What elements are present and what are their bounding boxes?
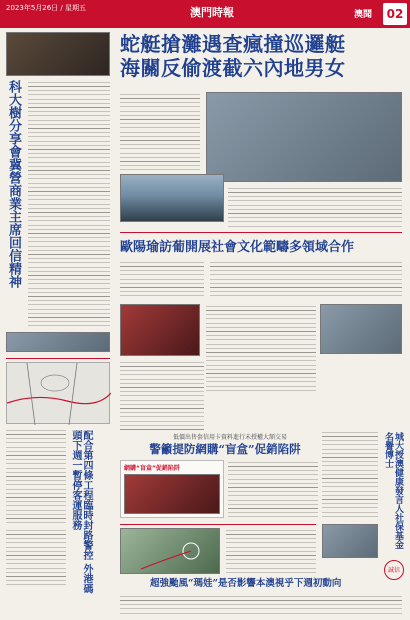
typhoon-story-body xyxy=(120,594,402,616)
left-divider xyxy=(6,358,110,359)
ferry-terminal-map xyxy=(6,362,110,424)
credit-headline: 警籲提防網購“盲盒”促銷陷阱 xyxy=(149,442,301,456)
typhoon-track-icon xyxy=(121,529,221,575)
middle-story-body xyxy=(210,260,402,300)
seminar-photo xyxy=(6,32,110,76)
main-story-lead xyxy=(120,92,200,170)
left-bottom-headline: 配合第四條工程臨時封路警控 外港碼頭下週一暫停客運服務 xyxy=(70,430,92,594)
newspaper-logo: 澳門時報 xyxy=(190,6,234,19)
left-bottom-body xyxy=(6,428,66,524)
middle-story-column1 xyxy=(120,360,204,430)
delegation-photo xyxy=(320,304,402,354)
bottom-divider xyxy=(120,524,316,525)
middle-story-lead xyxy=(120,260,204,300)
section-divider xyxy=(120,232,402,233)
customs-officers-photo xyxy=(206,92,402,182)
blindbox-ad-image xyxy=(124,474,220,514)
middle-headline: 歐陽瑜訪葡開展社會文化範疇多領域合作 xyxy=(120,240,355,255)
typhoon-headline: 超強颱風“瑪娃”是否影響本澳視乎下週初動向 xyxy=(150,578,342,589)
right-story-headline: 城大授澳健康發言人社保基金名譽博士 xyxy=(383,432,403,549)
main-headline-line2: 海關反偷渡截六內地男女 xyxy=(120,56,346,80)
blindbox-ad-title: 網購“盲盒”促銷陷阱 xyxy=(124,465,180,472)
signing-ceremony-photo xyxy=(120,304,200,356)
left-bottom-body-2 xyxy=(6,528,66,588)
credit-story-body xyxy=(228,460,318,520)
seal-icon: 誠信 xyxy=(384,560,404,580)
speedboat-photo xyxy=(120,174,224,222)
section-name: 澳聞 xyxy=(354,10,373,20)
typhoon-map-image xyxy=(120,528,220,574)
typhoon-side-body xyxy=(226,528,316,574)
main-story-body xyxy=(228,186,402,228)
credit-kicker: 低價出售套信用卡資料進行未授權大額交易 xyxy=(172,434,287,441)
issue-date: 2023年5月26日 / 星期五 xyxy=(6,4,86,12)
left-story-body xyxy=(28,80,110,328)
main-headline-line1: 蛇艇搶灘遇查瘋撞巡邏艇 xyxy=(120,32,346,56)
page-number: 02 xyxy=(383,3,407,25)
meeting-photo xyxy=(6,332,110,352)
right-story-body xyxy=(322,430,378,520)
middle-story-column2 xyxy=(206,304,316,392)
road-map-icon xyxy=(7,363,111,425)
graduation-photo xyxy=(322,524,378,558)
left-story-headline: 科大樹分享會冀營商業主席回信精神 xyxy=(6,80,21,288)
